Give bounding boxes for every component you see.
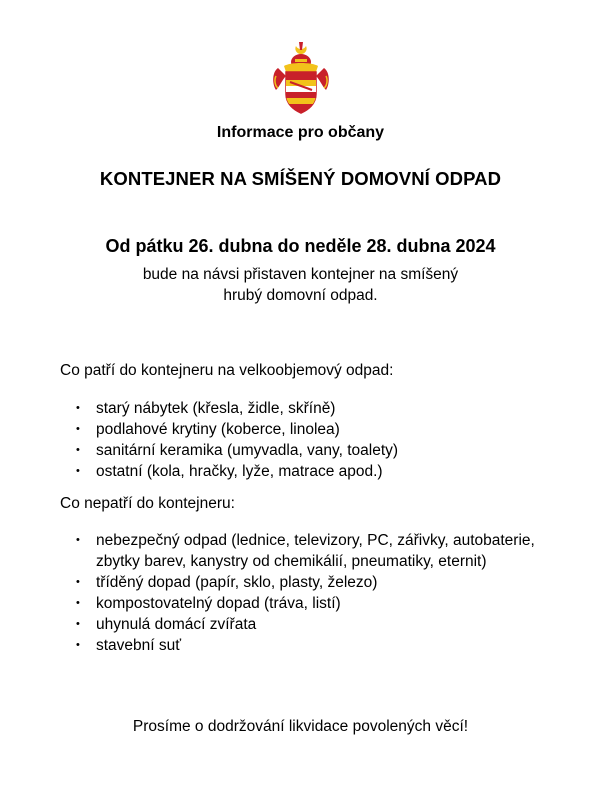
list-item xyxy=(76,572,556,593)
bullet-icon: • xyxy=(76,618,80,630)
coat-of-arms-icon xyxy=(270,42,332,114)
list-item xyxy=(76,635,556,656)
list-item-text: tříděný dopad (papír, sklo, plasty, železo) xyxy=(96,574,378,591)
bullet-icon: • xyxy=(76,465,80,477)
description-line: hrubý domovní odpad. xyxy=(223,287,378,304)
bullet-icon: • xyxy=(76,576,80,588)
date-line: Od pátku 26. dubna do neděle 28. dubna 2024 xyxy=(105,236,496,256)
list-item-text: kompostovatelný dopad (tráva, listí) xyxy=(96,595,341,612)
list-item xyxy=(76,398,556,419)
bullet-icon: • xyxy=(76,639,80,651)
list-item-text: uhynulá domácí zvířata xyxy=(96,616,257,633)
list-item xyxy=(76,419,556,440)
list-item xyxy=(76,440,556,461)
bullet-icon: • xyxy=(76,444,80,456)
allowed-section-label: Co patří do kontejneru na velkoobjemový odpad: xyxy=(60,362,394,379)
list-item xyxy=(76,530,556,572)
bullet-icon: • xyxy=(76,597,80,609)
list-item-text: stavební suť xyxy=(96,637,182,654)
footer-note: Prosíme o dodržování likvidace povolených věcí! xyxy=(132,718,469,735)
list-item xyxy=(76,593,556,614)
list-item-text: starý nábytek (křesla, židle, skříně) xyxy=(96,400,336,417)
list-item-text: sanitární keramika (umyvadla, vany, toalety) xyxy=(96,442,399,459)
list-item-text: nebezpečný odpad (lednice, televizory, PC, zářivky, autobaterie, zbytky barev, kanystry od chemikálií, pneumatiky, eternit) xyxy=(96,532,535,570)
bullet-icon: • xyxy=(76,423,80,435)
description-line: bude na návsi přistaven kontejner na smíšený xyxy=(142,266,459,283)
page-title: KONTEJNER NA SMÍŠENÝ DOMOVNÍ ODPAD xyxy=(99,168,502,189)
list-item xyxy=(76,461,556,482)
announcement-description xyxy=(0,264,601,306)
list-item-text: podlahové krytiny (koberce, linolea) xyxy=(96,421,340,438)
list-item xyxy=(76,614,556,635)
list-item-text: ostatní (kola, hračky, lyže, matrace apod.) xyxy=(96,463,383,480)
info-heading: Informace pro občany xyxy=(216,124,385,141)
allowed-items-list xyxy=(76,398,556,482)
bullet-icon: • xyxy=(76,402,80,414)
forbidden-items-list xyxy=(76,530,556,656)
forbidden-section-label: Co nepatří do kontejneru: xyxy=(60,495,235,512)
bullet-icon: • xyxy=(76,534,80,546)
